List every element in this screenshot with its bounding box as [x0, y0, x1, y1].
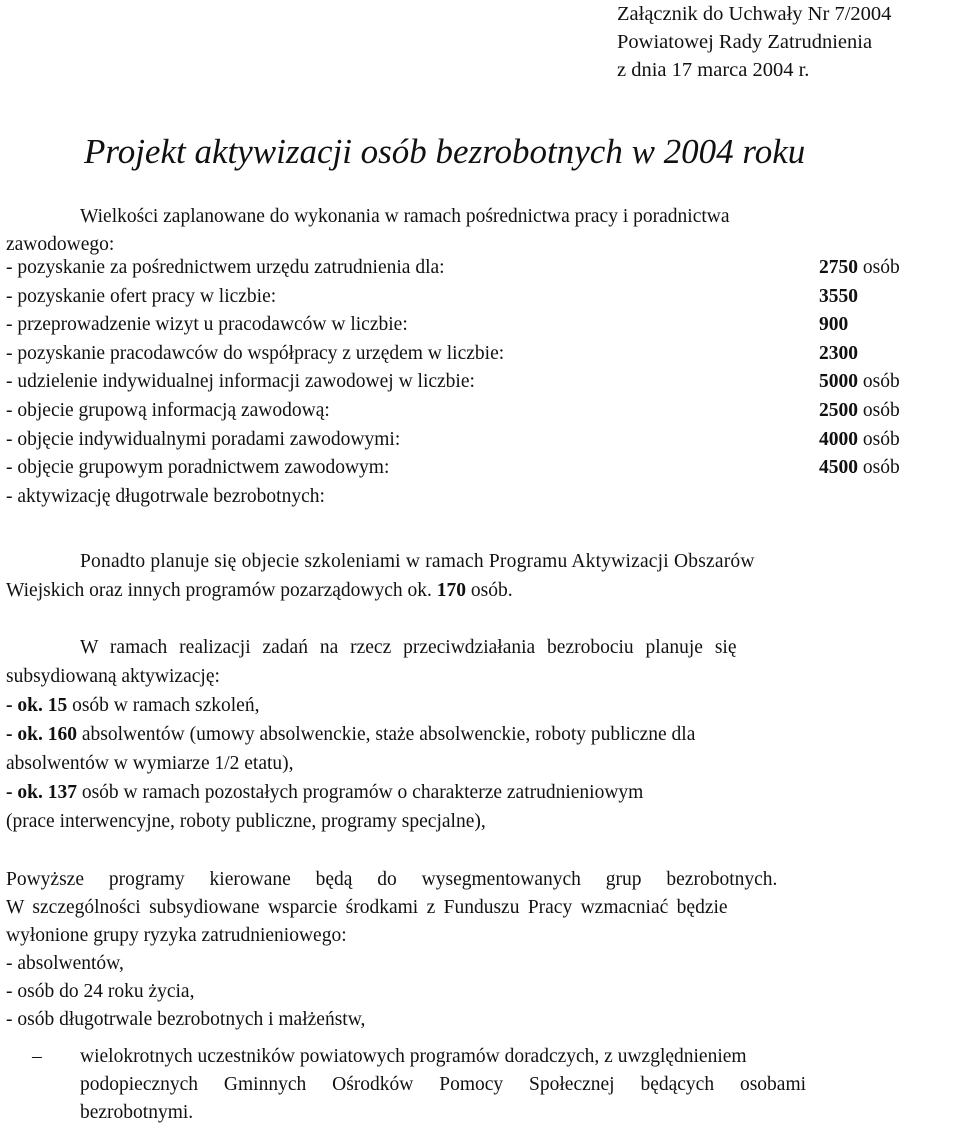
item-value: [819, 315, 848, 335]
item-value: [819, 372, 900, 392]
item-value: [819, 430, 900, 450]
intro-line-2: zawodowego:: [6, 234, 115, 255]
bullet-number: 160: [47, 724, 77, 745]
header-line-3: z dnia 17 marca 2004 r.: [617, 59, 810, 81]
subsidized-line-2: subsydiowaną aktywizację:: [6, 666, 220, 687]
training-unit: osób.: [466, 580, 513, 601]
group-item-3: - osób długotrwale bezrobotnych i małżeństw,: [6, 1009, 366, 1030]
item-number: 2300: [819, 342, 858, 364]
item-unit: osób: [858, 428, 900, 450]
bullet-prefix: - ok.: [6, 782, 43, 803]
group-item-2: - osób do 24 roku życia,: [6, 981, 195, 1002]
item-label: - przeprowadzenie wizyt u pracodawców w liczbie:: [6, 314, 408, 336]
bullet-prefix: - ok.: [6, 695, 43, 716]
subsidized-bullet-2: [6, 720, 956, 749]
training-count: 170: [436, 580, 467, 601]
dash-line-2: podopiecznych Gminnych Ośrodków Pomocy Społecznej będących osobami: [80, 1074, 807, 1095]
attachment-header: [617, 0, 957, 84]
paragraph-target-groups: [6, 866, 956, 1034]
item-value: [819, 344, 858, 364]
item-unit: osób: [858, 257, 900, 278]
bullet-text: osób w ramach szkoleń,: [67, 695, 260, 716]
item-value: [819, 287, 858, 307]
group-item-1: - absolwentów,: [6, 953, 124, 974]
item-label: - objęcie indywidualnymi poradami zawodowymi:: [6, 428, 401, 450]
item-number: 4500: [819, 457, 858, 479]
bullet-prefix: - ok.: [6, 724, 43, 745]
subsidized-bullet-3-cont: (prace interwencyjne, roboty publiczne, programy specjalne),: [6, 811, 486, 832]
item-label: - objęcie grupowym poradnictwem zawodowym:: [6, 457, 390, 479]
item-number: 4000: [819, 428, 858, 450]
groups-line-1: Powyższe programy kierowane będą do wysegmentowanych grup bezrobotnych.: [6, 869, 778, 890]
bullet-text: osób w ramach pozostałych programów o charakterze zatrudnieniowym: [76, 782, 644, 803]
header-line-2: Powiatowej Rady Zatrudnienia: [617, 31, 873, 53]
item-value: [819, 458, 900, 478]
bullet-number: 15: [47, 695, 68, 716]
subsidized-bullet-2-cont: absolwentów w wymiarze 1/2 etatu),: [6, 753, 294, 774]
document-title: Projekt aktywizacji osób bezrobotnych w 2004 roku: [84, 132, 806, 171]
item-unit: osób: [858, 457, 900, 479]
dash-item-text: [80, 1043, 956, 1127]
item-number: 5000: [819, 371, 858, 393]
bullet-number: 137: [47, 782, 77, 803]
paragraph-training: [6, 547, 956, 605]
item-value: [819, 258, 900, 278]
subsidized-line-1: W ramach realizacji zadań na rzecz przeciwdziałania bezrobociu planuje się: [80, 637, 737, 658]
item-unit: osób: [858, 400, 900, 421]
item-label: - aktywizację długotrwale bezrobotnych:: [6, 485, 325, 507]
training-line-2: [6, 576, 956, 605]
item-number: 2500: [819, 400, 858, 421]
item-label: - pozyskanie ofert pracy w liczbie:: [6, 285, 277, 307]
subsidized-bullet-3: [6, 778, 956, 807]
bullet-text: absolwentów (umowy absolwenckie, staże absolwenckie, roboty publiczne dla: [76, 724, 696, 745]
item-number: 3550: [819, 285, 858, 307]
item-label: - pozyskanie pracodawców do współpracy z urzędem w liczbie:: [6, 342, 505, 364]
item-label: - pozyskanie za pośrednictwem urzędu zatrudnienia dla:: [6, 257, 445, 278]
training-text: Wiejskich oraz innych programów pozarządowych ok.: [6, 580, 437, 601]
dash-bullet: –: [32, 1046, 42, 1067]
groups-line-3: wyłonione grupy ryzyka zatrudnieniowego:: [6, 925, 347, 946]
item-value: [819, 401, 900, 421]
training-line-1: Ponadto planuje się objecie szkoleniami w ramach Programu Aktywizacji Obszarów: [80, 551, 755, 572]
paragraph-subsidized: [6, 633, 956, 836]
item-label: - objecie grupową informacją zawodową:: [6, 400, 330, 421]
item-unit: osób: [858, 371, 900, 393]
intro-line-1: Wielkości zaplanowane do wykonania w ramach pośrednictwa pracy i poradnictwa: [80, 206, 730, 227]
item-number: 900: [819, 314, 849, 336]
header-line-1: Załącznik do Uchwały Nr 7/2004: [617, 3, 892, 25]
subsidized-bullet-1: [6, 691, 956, 720]
dash-line-1: wielokrotnych uczestników powiatowych programów doradczych, z uwzględnieniem: [80, 1046, 747, 1067]
item-label: - udzielenie indywidualnej informacji zawodowej w liczbie:: [6, 371, 475, 393]
intro-paragraph: [6, 203, 956, 259]
dash-line-3: bezrobotnymi.: [80, 1102, 194, 1123]
item-number: 2750: [819, 257, 858, 278]
groups-line-2: W szczególności subsydiowane wsparcie środkami z Funduszu Pracy wzmacniać będzie: [6, 897, 728, 918]
